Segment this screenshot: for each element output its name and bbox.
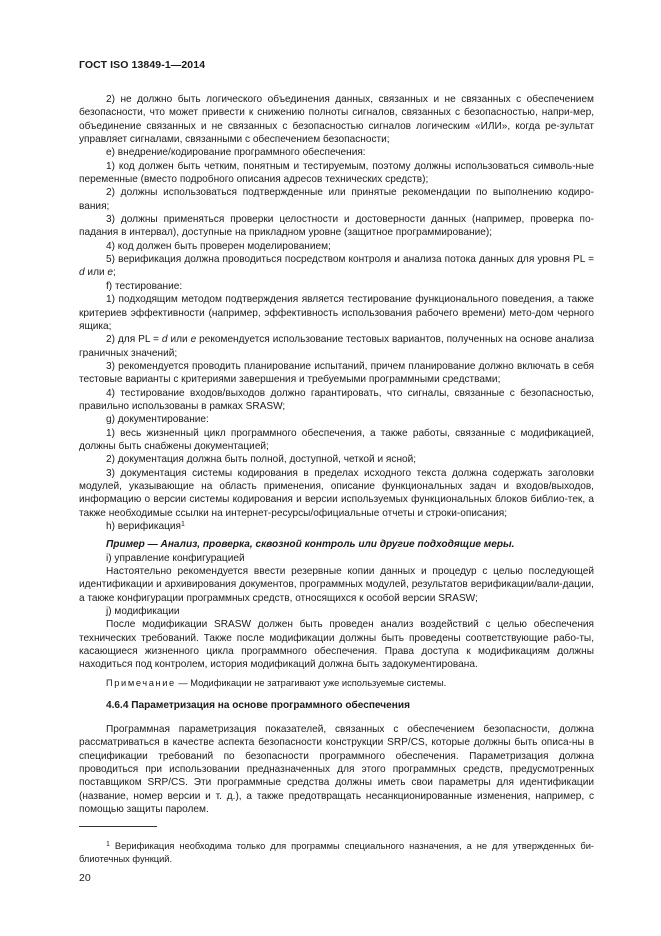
italic-d: d — [79, 267, 85, 279]
text: или — [84, 267, 108, 279]
note-label: Примечание — [106, 677, 176, 688]
paragraph: j) модификации — [106, 606, 180, 618]
paragraph: 4) код должен быть проверен моделированием; — [106, 240, 331, 252]
paragraph-verification-h — [79, 520, 594, 533]
paragraph: f) тестирование: — [106, 280, 183, 292]
footnote-divider — [79, 826, 157, 827]
paragraph-verification — [79, 253, 594, 280]
italic-e: e — [190, 334, 197, 346]
note-dash: — — [175, 677, 191, 688]
text: ; — [113, 267, 116, 279]
italic-e: e — [107, 267, 114, 279]
footnote-mark: 1 — [106, 841, 110, 849]
italic-d: d — [161, 334, 168, 346]
text: или — [167, 334, 191, 346]
footnote-text: Верификация необходима только для программы специального назначения, а не для утвержденных би-блиотечных функций. — [79, 841, 594, 864]
note-text: Модификации не затрагивают уже используемые системы. — [190, 677, 447, 688]
paragraph: g) документирование: — [106, 414, 209, 426]
note — [79, 677, 594, 690]
footnote-marker: 1 — [180, 521, 185, 528]
text: 5) верификация должна проводиться посредством контроля и анализа потока данных для уровня PL = — [106, 254, 594, 266]
page-body — [79, 93, 594, 816]
paragraph: После модификации SRASW должен быть проведен анализ воздействий с целью обеспечения технических требований. Также после модификации должны быть проведены соответствующие рабо-ты, касающиеся жизненного цикла программного обеспечения. Права доступа к модификациям должны находиться под контролем, история модификаций должна быть задокументирована. — [79, 619, 594, 671]
text: 2) для PL = — [106, 334, 162, 346]
section-title: Параметризация на основе программного обеспечения — [131, 700, 410, 712]
paragraph: 2) должны использоваться подтвержденные или принятые рекомендации по выполнению кодиро-вания; — [79, 187, 594, 212]
paragraph: 1) подходящим методом подтверждения является тестирование функционального поведения, а также критериев эффективности (например, эффективность использования рабочего времени) мето-дом черного ящика; — [79, 294, 594, 332]
paragraph: 3) документация системы кодирования в пределах исходного текста должна содержать заголовки модулей, указывающие на область применения, описание функциональных задач и входов/выходов, информацию о версии системы кодирования и версии используемых функциональных блоков библио-тек, а также необходимые ссылки на интернет-ресурсы/официальные отчеты и строки-описания; — [79, 467, 594, 519]
paragraph: 1) весь жизненный цикл программного обеспечения, а также работы, связанные с модификацией, должны быть снабжены документацией; — [79, 427, 594, 452]
paragraph: 1) код должен быть четким, понятным и тестируемым, поэтому должны использоваться символь-ные переменные (вместо подробного описания адресов технических средств); — [79, 160, 594, 186]
paragraph: 2) документация должна быть полной, доступной, четкой и ясной; — [106, 454, 417, 466]
section-heading — [79, 699, 594, 712]
paragraph: i) управление конфигурацией — [106, 552, 245, 564]
paragraph: Программная параметризация показателей, связанных с обеспечением безопасности, должна рассматриваться в качестве аспекта безопасности конструкции SRP/CS, которые должны быть описа-ны в спецификации требований по безопасности программного обеспечения. Параметризация должна проводиться при использовании предназначенных для этого программных средств, предусмотренных поставщиком SRP/CS. Эти программные средства должны иметь свои параметры для идентификации (название, номер версии и т. д.), а также предотвращать несанкционированные изменения, например, с помощью защиты паролем. — [79, 723, 594, 815]
paragraph: 4) тестирование входов/выходов должно гарантировать, что сигналы, связанные с безопасностью, правильно использованы в рамках SRASW; — [79, 387, 594, 412]
footnote — [79, 840, 594, 865]
paragraph-test-cases — [79, 333, 594, 360]
paragraph: Настоятельно рекомендуется ввести резервные копии данных и процедур с целью последующей идентификации и архивирования документов, программных модулей, результатов верификации/вали-дации, а также конфигурации программных средств, относящихся к особой версии SRASW; — [79, 566, 594, 604]
paragraph: 3) рекомендуется проводить планирование испытаний, причем планирование должно включать в себя тестовые варианты с критериями завершения и требуемыми программными средствами; — [79, 360, 594, 386]
document-header: ГОСТ ISO 13849-1—2014 — [79, 59, 206, 71]
section-number: 4.6.4 — [106, 700, 129, 712]
paragraph: 3) должны применяться проверки целостности и достоверности данных (например, проверка по-падания в интервал), доступные на прикладном уровне (защитное программирование); — [79, 214, 594, 239]
text: рекомендуется использование тестовых вариантов, полученных на основе анализа граничных значений; — [79, 334, 595, 359]
text: h) верификация — [106, 521, 181, 532]
paragraph: е) внедрение/кодирование программного обеспечения: — [106, 147, 366, 159]
page-number: 20 — [79, 872, 91, 884]
paragraph: 2) не должно быть логического объединения данных, связанных и не связанных с обеспечением безопасности, что может привести к снижению полноты сигналов, связанных с безопасностью, напри-мер, объединение связанных и не связанных с безопасностью сигналов логическим «ИЛИ», когда ре-зультат управляет сигналами, связанными с обеспечением безопасности; — [79, 94, 594, 146]
example-text: Пример — Анализ, проверка, сквозной контроль или другие подходящие меры. — [106, 539, 515, 551]
